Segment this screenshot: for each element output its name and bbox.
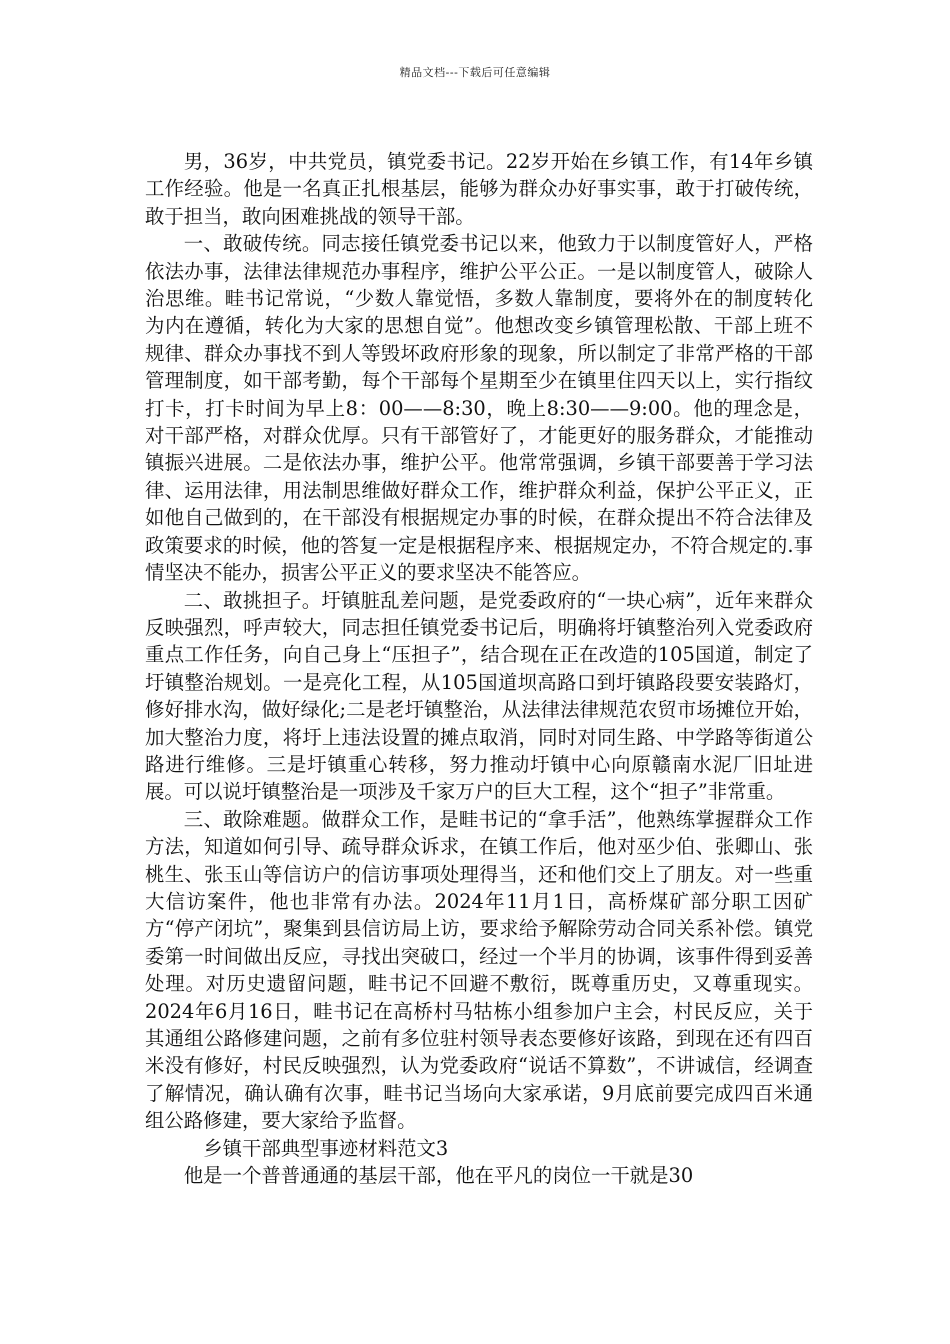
page-header: 精品文档---下载后可任意编辑 xyxy=(399,66,551,79)
section-two-paragraph: 二、敢挑担子。圩镇脏乱差问题，是党委政府的“一块心病”，近年来群众反映强烈，呼声较大，同志担任镇党委书记后，明确将圩镇整治列入党委政府重点工作任务，向自己身上“压担子”，结合现在正在改造的105国道，制定了圩镇整治规划。一是亮化工程，从105国道坝高路口到圩镇路段要安装路灯，修好排水沟，做好绿化;二是老圩镇整治，从法律法律规范农贸市场摊位开始，加大整治力度，将圩上违法设置的摊点取消，同时对同生路、中学路等街道公路进行维修。三是圩镇重心转移，努力推动圩镇中心向原赣南水泥厂旧址进展。可以说圩镇整治是一项涉及千家万户的巨大工程，这个“担子”非常重。 xyxy=(145,588,813,804)
section-three-paragraph: 三、敢除难题。做群众工作，是畦书记的“拿手活”，他熟练掌握群众工作方法，知道如何引导、疏导群众诉求，在镇工作后，他对巫少伯、张卿山、张桃生、张玉山等信访户的信访事项处理得当，还和他们交上了朋友。对一些重大信访案件，他也非常有办法。2024年11月1日，高桥煤矿部分职工因矿方“停产闭坑”，聚集到县信访局上访，要求给予解除劳动合同关系补偿。镇党委第一时间做出反应，寻找出突破口，经过一个半月的协调，该事件得到妥善处理。对历史遗留问题，畦书记不回避不敷衍，既尊重历史，又尊重现实。2024年6月16日，畦书记在高桥村马牯栋小组参加户主会，村民反应，关于其通组公路修建问题，之前有多位驻村领导表态要修好该路，到现在还有四百米没有修好，村民反映强烈，认为党委政府“说话不算数”，不讲诚信，经调查了解情况，确认确有次事，畦书记当场向大家承诺，9月底前要完成四百米通组公路修建，要大家给予监督。 xyxy=(145,807,813,1133)
section-title: 乡镇干部典型事迹材料范文3 xyxy=(203,1136,449,1160)
section-one-paragraph: 一、敢破传统。同志接任镇党委书记以来，他致力于以制度管好人，严格依法办事，法律法律规范办事程序，维护公平公正。一是以制度管人，破除人治思维。畦书记常说，“少数人靠觉悟，多数人靠制度，要将外在的制度转化为内在遵循，转化为大家的思想自觉”。他想改变乡镇管理松散、干部上班不规律、群众办事找不到人等毁坏政府形象的现象，所以制定了非常严格的干部管理制度，如干部考勤，每个干部每个星期至少在镇里住四天以上，实行指纹打卡，打卡时间为早上8：00——8:30，晚上8:30——9:00。他的理念是，对干部严格，对群众优厚。只有干部管好了，才能更好的服务群众，才能推动镇振兴进展。二是依法办事，维护公平。他常常强调，乡镇干部要善于学习法律、运用法律，用法制思维做好群众工作，维护群众利益，保护公平正义，正如他自己做到的，在干部没有根据规定办事的时候，在群众提出不符合法律及政策要求的时候，他的答复一定是根据程序来、根据规定办，不符合规定的.事情坚决不能办，损害公平正义的要求坚决不能答应。 xyxy=(145,232,813,585)
intro-paragraph: 男，36岁，中共党员，镇党委书记。22岁开始在乡镇工作，有14年乡镇工作经验。他是一名真正扎根基层，能够为群众办好事实事，敢于打破传统，敢于担当，敢向困难挑战的领导干部。 xyxy=(145,150,813,228)
document-body xyxy=(145,148,813,1189)
last-paragraph: 他是一个普普通通的基层干部，他在平凡的岗位一干就是30 xyxy=(183,1164,694,1188)
